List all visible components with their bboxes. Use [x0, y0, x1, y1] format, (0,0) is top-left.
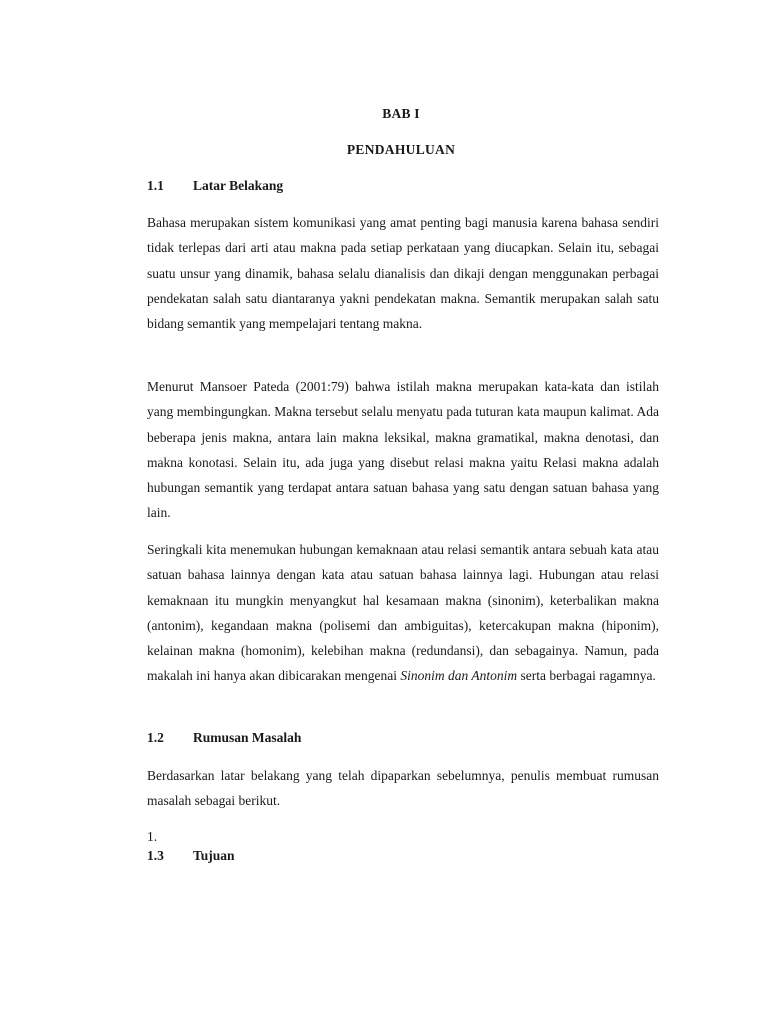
list-item-number: 1. [147, 829, 158, 844]
section-number: 1.2 [147, 730, 164, 745]
section-heading-tujuan [147, 848, 235, 864]
chapter-number: BAB I [382, 106, 420, 121]
section-heading-latar-belakang [147, 178, 283, 194]
chapter-title: PENDAHULUAN [346, 142, 456, 157]
paragraph-rumusan-masalah: Berdasarkan latar belakang yang telah dipaparkan sebelumnya, penulis membuat rumusan masalah sebagai berikut. [147, 768, 659, 809]
paragraph-latar-belakang-3 [147, 537, 659, 689]
section-number: 1.3 [147, 848, 164, 863]
section-title: Tujuan [193, 848, 235, 863]
paragraph-text-end: serta berbagai ragamnya. [517, 668, 656, 684]
section-number: 1.1 [147, 178, 164, 193]
paragraph-latar-belakang-1: Bahasa merupakan sistem komunikasi yang amat penting bagi manusia karena bahasa sendiri tidak terlepas dari arti atau makna pada setiap perkataan yang diucapkan. Selain itu, sebagai suatu unsur yang dinamik, bahasa selalu dianalisis dan dikaji dengan menggunakan perbagai pendekatan salah satu diantaranya yakni pendekatan makna. Semantik merupakan salah satu bidang semantik yang mempelajari tentang makna. [147, 215, 659, 332]
section-title: Latar Belakang [193, 178, 284, 193]
paragraph-text: Seringkali kita menemukan hubungan kemaknaan atau relasi semantik antara sebuah kata atau satuan bahasa lainnya dengan kata atau satuan bahasa lainnya lagi. Hubungan atau relasi kemaknaan itu mungkin menyangkut hal kesamaan makna (sinonim), keterbalikan makna (antonim), kegandaan makna (polisemi dan ambiguitas), ketercakupan makna (hiponim), kelainan makna (homonim), kelebihan makna (redundansi), dan sebagainya. Namun, pada makalah ini hanya akan dibicarakan mengenai [147, 542, 659, 684]
section-heading-rumusan-masalah [147, 730, 301, 746]
section-title: Rumusan Masalah [193, 730, 302, 745]
paragraph-latar-belakang-2: Menurut Mansoer Pateda (2001:79) bahwa istilah makna merupakan kata-kata dan istilah yang membingungkan. Makna tersebut selalu menyatu pada tuturan kata maupun kalimat. Ada beberapa jenis makna, antara lain makna leksikal, makna gramatikal, makna denotasi, dan makna konotasi. Selain itu, ada juga yang disebut relasi makna yaitu Relasi makna adalah hubungan semantik yang terdapat antara satuan bahasa yang satu dengan satuan bahasa yang lain. [147, 379, 659, 521]
emphasized-term: Sinonim dan Antonim [400, 668, 518, 684]
